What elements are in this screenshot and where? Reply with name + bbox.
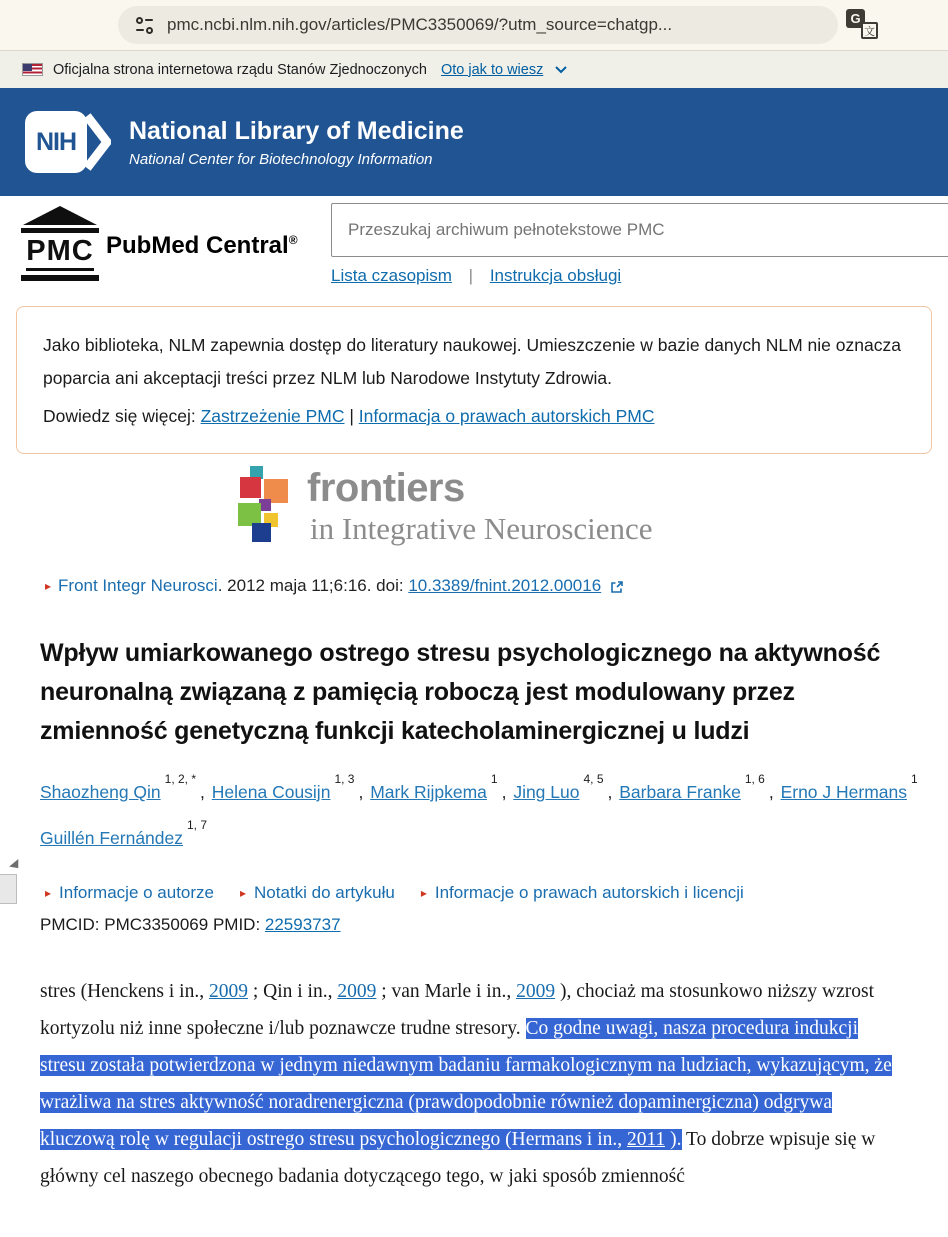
meta-link[interactable]: Informacje o prawach autorskich i licencji <box>434 882 744 902</box>
meta-link[interactable]: Informacje o autorze <box>59 882 214 902</box>
external-link-icon <box>610 580 624 594</box>
author-link[interactable]: Shaozheng Qin <box>40 781 161 802</box>
author-separator: , <box>501 781 512 802</box>
author-affiliation-sup: 1, 7 <box>187 817 208 832</box>
author-link[interactable]: Erno J Hermans <box>780 781 908 802</box>
nlm-title[interactable]: National Library of Medicine <box>129 116 464 145</box>
google-translate-icon[interactable] <box>846 9 878 39</box>
nih-logo[interactable] <box>25 111 111 173</box>
pmid-link[interactable]: 22593737 <box>264 914 341 934</box>
paragraph-text: stres (Henckens i in., <box>40 980 209 1002</box>
us-flag-icon <box>22 63 43 76</box>
journal-brand-name: frontiers <box>307 466 465 510</box>
pmc-building-bar <box>21 228 99 233</box>
citation-details: . 2012 maja 11;6:16. doi: <box>217 576 409 595</box>
author-link[interactable]: Mark Rijpkema <box>370 781 487 802</box>
author-affiliation-sup: 1, 6 <box>744 772 765 786</box>
author-separator: , <box>200 781 210 802</box>
meta-link-item[interactable] <box>421 883 744 903</box>
meta-link[interactable]: Notatki do artykułu <box>254 882 395 902</box>
chevron-down-icon <box>555 65 567 74</box>
registered-mark: ® <box>288 233 298 247</box>
disclaimer-text: Jako biblioteka, NLM zapewnia dostęp do literatury naukowej. Umieszczenie w bazie danych NLM nie oznacza poparcia ani akceptacji treści przez NLM lub Narodowe Instytuty Zdrowia. <box>43 335 901 388</box>
paragraph-text: ; Qin i in., <box>247 980 338 1002</box>
author-link[interactable]: Barbara Franke <box>619 781 741 802</box>
citation-text <box>58 576 601 596</box>
citation-year-link[interactable]: 2009 <box>337 980 377 1002</box>
translate-g-glyph: G <box>846 9 865 28</box>
nav-tab-arrow-icon <box>9 859 23 872</box>
nih-header <box>0 88 948 196</box>
gov-how-you-know-link[interactable]: Oto jak to wiesz <box>440 61 544 78</box>
selected-text: ). <box>665 1128 682 1150</box>
disclosure-arrow-icon: ▸ <box>240 885 247 900</box>
disclaimer-links-line <box>43 400 905 433</box>
meta-link-item[interactable] <box>240 883 395 903</box>
author-separator: , <box>607 781 618 802</box>
paragraph-text: ; van Marle i in., <box>376 980 517 1002</box>
journal-logo <box>237 466 948 562</box>
page-nav-collapsed-tab[interactable] <box>0 862 22 908</box>
selected-text: Co godne uwagi, nasza procedura indukcji stresu została potwierdzona w jednym niedawnym badaniu farmakologicznym na ludziach, wykazującym, że wrażliwa na stres aktywność noradrenergiczna (prawdopodobnie również dopaminergiczna) odgrywa kluczową rolę w regulacji ostrego stresu psychologicznego (Hermans i in., <box>40 1017 892 1150</box>
journal-brand-text <box>307 466 653 548</box>
author-link[interactable]: Jing Luo <box>513 781 580 802</box>
pmc-search-input[interactable] <box>331 203 948 257</box>
citation-year-link[interactable]: 2009 <box>516 980 556 1002</box>
author-affiliation-sup: 1, 2, * <box>164 772 197 786</box>
links-separator: | <box>344 406 359 426</box>
article-paragraph <box>40 973 908 1195</box>
pmc-building-base <box>21 275 99 281</box>
nlm-disclaimer-box <box>16 306 932 454</box>
usa-gov-banner <box>0 50 948 88</box>
author-affiliation-sup: 1 <box>911 772 918 786</box>
pmc-header-links <box>331 266 621 286</box>
pmcid-label: PMCID: <box>40 914 105 934</box>
pmc-name <box>106 232 298 260</box>
article-title: Wpływ umiarkowanego ostrego stresu psychologicznego na aktywność neuronalną związaną z pamięcią roboczą jest modulowany przez zmienność genetyczną funkcji katecholaminergicznej u ludzi <box>40 639 881 745</box>
journal-abbrev-link[interactable]: Front Integr Neurosci <box>58 576 218 595</box>
disclosure-arrow-icon: ▸ <box>45 885 52 900</box>
author-separator: , <box>358 781 369 802</box>
url-text[interactable]: pmc.ncbi.nlm.nih.gov/articles/PMC3350069/?utm_source=chatgp... <box>167 15 673 34</box>
frontiers-cubes-icon <box>237 466 295 552</box>
citation-line <box>45 576 948 596</box>
site-settings-icon[interactable] <box>136 17 153 34</box>
author-affiliation-sup: 1, 3 <box>334 772 355 786</box>
doi-link[interactable]: 10.3389/fnint.2012.00016 <box>408 576 602 595</box>
learn-more-label: Dowiedz się więcej: <box>43 406 201 426</box>
pmc-name-text: PubMed Central <box>106 232 289 259</box>
authors-list <box>40 767 948 859</box>
pmc-building-roof-icon <box>23 206 97 225</box>
pmc-header <box>0 196 948 300</box>
author-link[interactable]: Helena Cousijn <box>211 781 331 802</box>
browser-url-bar <box>0 0 948 50</box>
url-pill[interactable] <box>118 6 838 44</box>
citation-year-link[interactable]: 2011 <box>627 1128 666 1150</box>
gov-banner-text: Oficjalna strona internetowa rządu Stanów Zjednoczonych <box>53 61 427 78</box>
author-affiliation-sup: 1 <box>490 772 498 786</box>
link-separator: | <box>468 266 474 285</box>
meta-link-item[interactable] <box>45 883 214 903</box>
nih-logo-chevron-icon <box>83 112 111 172</box>
article-ids <box>40 915 948 935</box>
journal-brand-subtitle: in Integrative Neuroscience <box>310 511 653 546</box>
nlm-text-block <box>129 117 464 168</box>
translate-wen-glyph: 文 <box>861 22 878 39</box>
meta-links <box>45 883 948 903</box>
author-affiliation-sup: 4, 5 <box>583 772 604 786</box>
paragraph-text: To dobrze wpisuje się w główny cel naszego obecnego badania dotyczącego tego, w jaki sposób zmienność <box>40 1128 876 1187</box>
journal-list-link[interactable]: Lista czasopism <box>331 266 452 285</box>
pmc-acronym: PMC <box>26 234 93 271</box>
ncbi-subtitle: National Center for Biotechnology Information <box>129 150 433 168</box>
pmcid-value: PMC3350069 <box>104 914 209 934</box>
pmc-disclaimer-link[interactable]: Zastrzeżenie PMC <box>200 406 345 426</box>
disclosure-arrow-icon: ▸ <box>420 885 427 900</box>
author-link[interactable]: Guillén Fernández <box>40 827 183 848</box>
pmc-copyright-link[interactable]: Informacja o prawach autorskich PMC <box>358 406 655 426</box>
user-guide-link[interactable]: Instrukcja obsługi <box>489 266 622 285</box>
nav-tab-handle <box>0 874 17 904</box>
citation-year-link[interactable]: 2009 <box>208 980 248 1002</box>
disclosure-arrow-icon[interactable]: ▸ <box>45 579 52 593</box>
author-separator: , <box>768 781 779 802</box>
pmid-label: PMID: <box>212 914 265 934</box>
pmc-logo[interactable] <box>20 206 100 281</box>
nih-logo-text: NIH <box>25 111 87 173</box>
paragraph-text: ), chociaż ma stosunkowo niższy wzrost kortyzolu niż inne społeczne i/lub poznawcze trudne stresory. <box>40 980 875 1039</box>
